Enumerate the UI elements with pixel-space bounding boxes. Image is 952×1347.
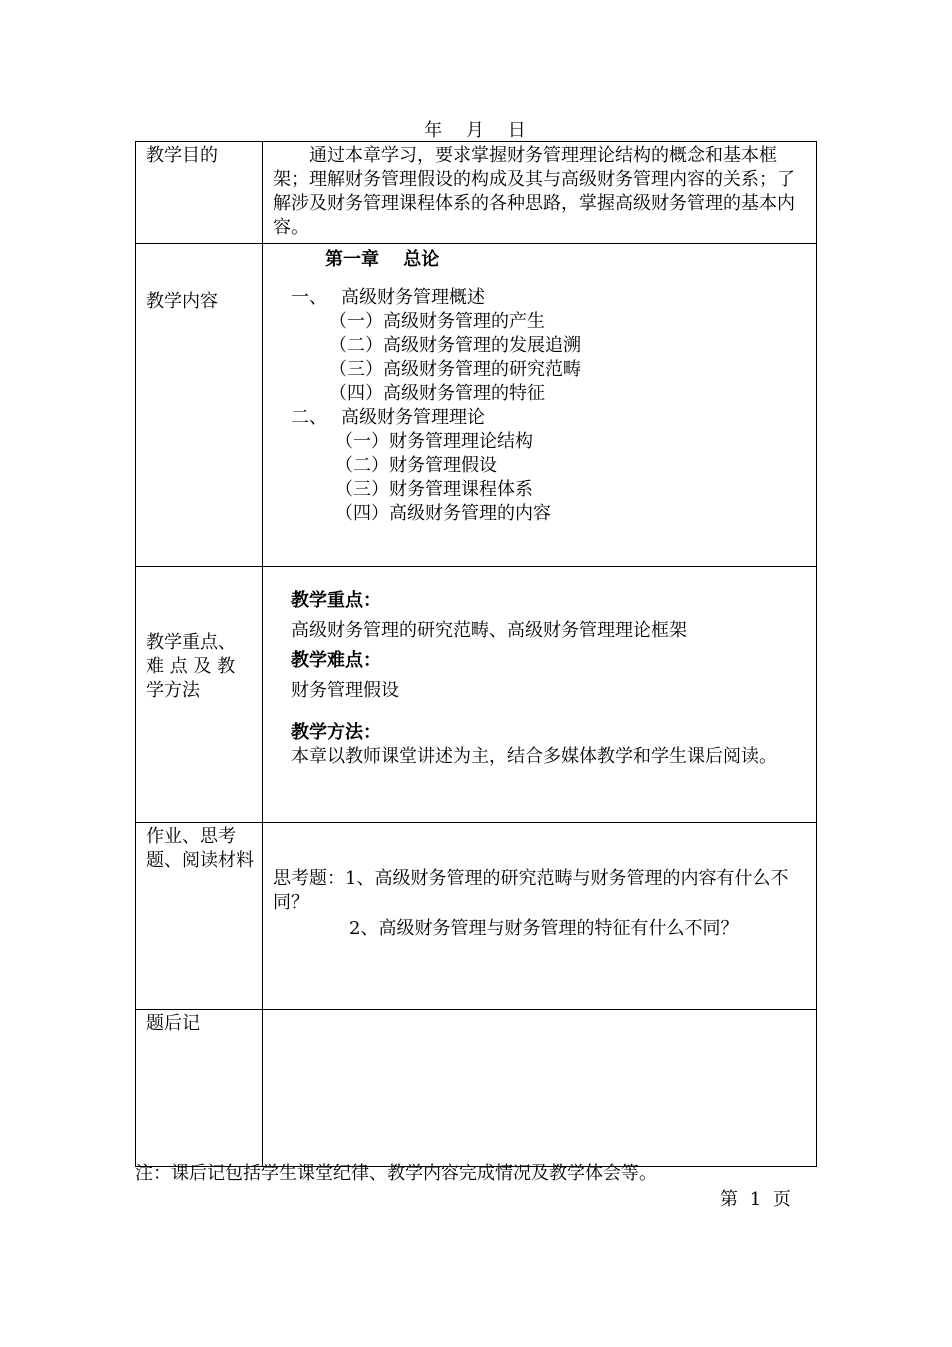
teaching-goal-text: 通过本章学习，要求掌握财务管理理论结构的概念和基本框架；理解财务管理假设的构成及其与高级财务管理内容的关系；了解涉及财务管理课程体系的各种思路，掌握高级财务管理的基本内容。 bbox=[273, 145, 795, 238]
date-line: 年 月 日 bbox=[424, 120, 528, 141]
subsection-item: （四）高级财务管理的特征 bbox=[329, 383, 545, 404]
lesson-plan-table bbox=[135, 141, 817, 1167]
section-title: 高级财务管理概述 bbox=[341, 287, 485, 308]
label-teaching-content: 教学内容 bbox=[146, 291, 218, 312]
row-teaching-goal bbox=[136, 142, 817, 244]
cell-homework bbox=[263, 823, 817, 1010]
homework-question-1: 思考题：1、高级财务管理的研究范畴与财务管理的内容有什么不同？ bbox=[273, 868, 789, 913]
cell-post-class-notes bbox=[263, 1010, 817, 1167]
section-number: 一、 bbox=[291, 287, 327, 308]
method-heading: 教学方法： bbox=[291, 722, 381, 743]
label-homework: 作业、思考题、阅读材料 bbox=[136, 823, 263, 1010]
cell-teaching-goal bbox=[263, 142, 817, 244]
row-homework bbox=[136, 823, 817, 1010]
row-post-class-notes bbox=[136, 1010, 817, 1167]
section-number: 二、 bbox=[291, 407, 327, 428]
cell-label-key-points bbox=[136, 567, 263, 823]
subsection-item: （四）高级财务管理的内容 bbox=[335, 503, 551, 524]
section-heading bbox=[273, 406, 808, 430]
subsection-item: （一）财务管理理论结构 bbox=[335, 431, 533, 452]
label-line: 学方法 bbox=[146, 680, 200, 701]
footer-note: 注：课后记包括学生课堂纪律、教学内容完成情况及教学体会等。 bbox=[135, 1163, 657, 1184]
section-title: 高级财务管理理论 bbox=[341, 407, 485, 428]
subsection-item: （三）财务管理课程体系 bbox=[335, 479, 533, 500]
label-post-class-notes: 题后记 bbox=[136, 1010, 263, 1167]
label-line: 难 点 及 教 bbox=[146, 656, 236, 677]
homework-question-2: 2、高级财务管理与财务管理的特征有什么不同？ bbox=[349, 918, 739, 939]
subsection-item: （一）高级财务管理的产生 bbox=[329, 311, 545, 332]
cell-key-points bbox=[263, 567, 817, 823]
cell-label-teaching-content bbox=[136, 244, 263, 567]
label-teaching-goal: 教学目的 bbox=[136, 142, 263, 244]
label-key-points bbox=[146, 631, 254, 703]
chapter-title: 第一章 总论 bbox=[325, 249, 440, 270]
method-text: 本章以教师课堂讲述为主，结合多媒体教学和学生课后阅读。 bbox=[291, 746, 777, 767]
row-key-points bbox=[136, 567, 817, 823]
focus-heading: 教学重点： bbox=[291, 590, 381, 611]
subsection-item: （二）高级财务管理的发展追溯 bbox=[329, 335, 581, 356]
focus-text: 高级财务管理的研究范畴、高级财务管理理论框架 bbox=[291, 620, 687, 641]
section-heading bbox=[273, 286, 808, 310]
label-line: 教学重点、 bbox=[146, 632, 236, 653]
subsection-item: （三）高级财务管理的研究范畴 bbox=[329, 359, 581, 380]
difficulty-text: 财务管理假设 bbox=[291, 680, 399, 701]
page-number: 第 1 页 bbox=[720, 1189, 791, 1210]
key-points-block bbox=[273, 589, 808, 769]
difficulty-heading: 教学难点： bbox=[291, 650, 381, 671]
subsection-item: （二）财务管理假设 bbox=[335, 455, 497, 476]
cell-teaching-content bbox=[263, 244, 817, 567]
row-teaching-content bbox=[136, 244, 817, 567]
